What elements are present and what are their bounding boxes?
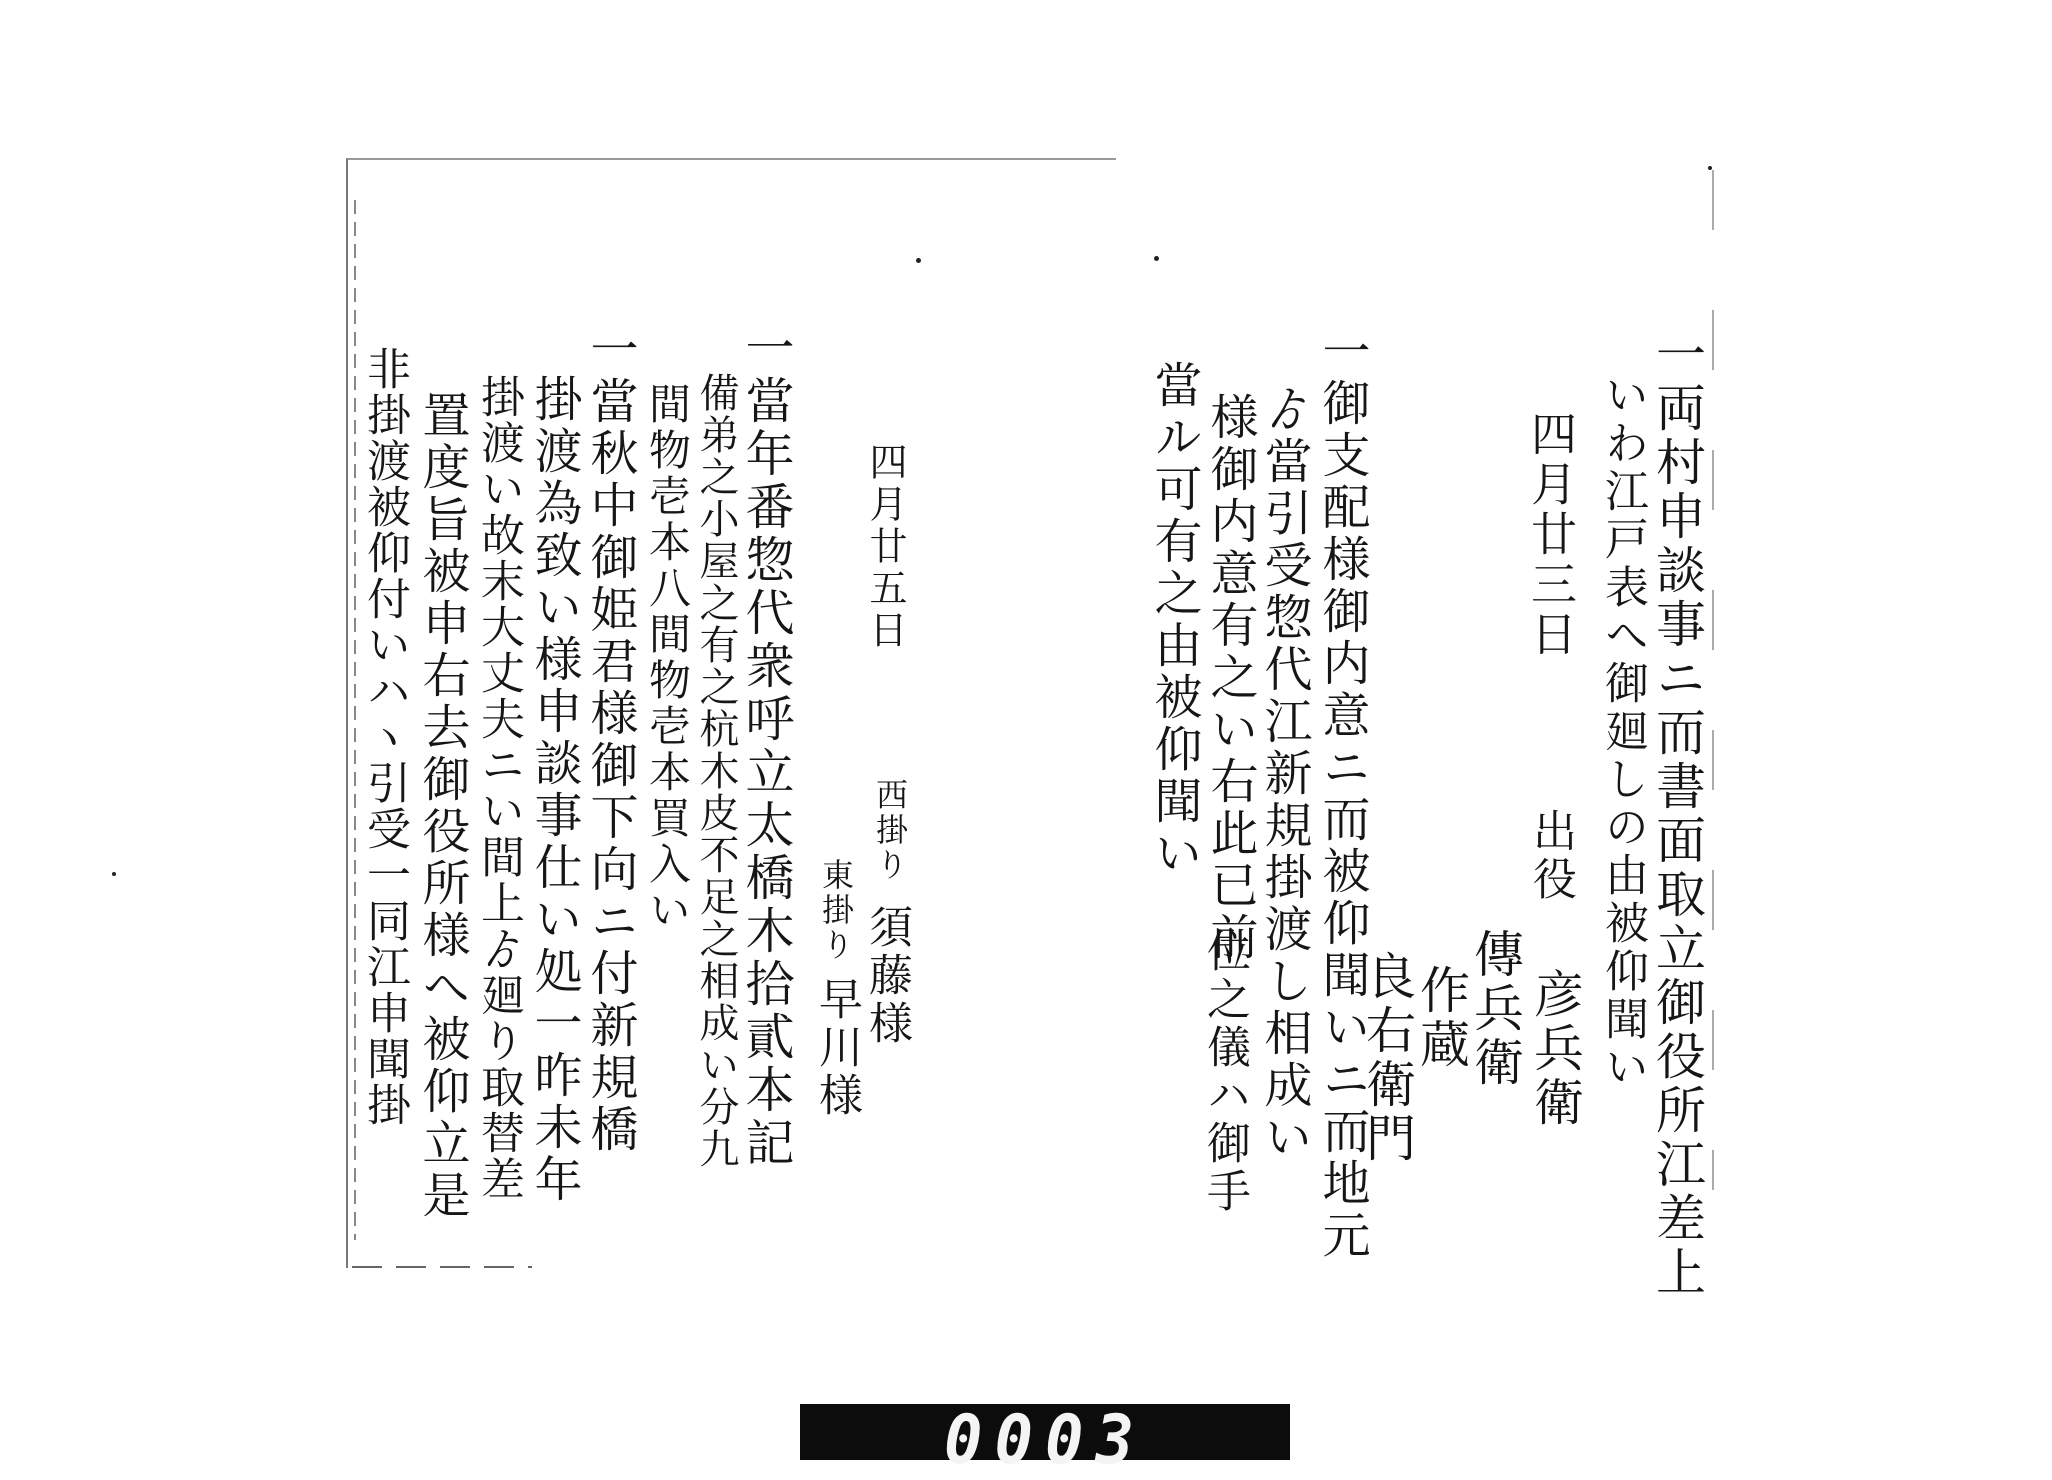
right-entry1-line1: 一両村申談事ニ而書面取立御役所江差上 bbox=[1648, 328, 1706, 1300]
left-entry2-line2: 掛渡為致い様申談事仕い処一昨未年 bbox=[526, 374, 582, 1206]
left-entry2-line1: 一當秋中御姫君様御下向ニ付新規橋 bbox=[582, 324, 638, 1156]
left-entry1-line3: 間物壱本八間物壱本買入い bbox=[643, 382, 692, 934]
right-entry1-signer-label: 出役 bbox=[1525, 808, 1576, 904]
ink-speck bbox=[112, 872, 116, 876]
frame-number: 0003 bbox=[943, 1402, 1147, 1480]
left-entry2-line4: 置度旨被申右去御役所様へ被仰立是 bbox=[414, 390, 470, 1222]
right-leaf-margin bbox=[1712, 170, 1714, 1190]
ink-speck bbox=[916, 258, 921, 263]
addressee-label: 西掛り bbox=[871, 778, 909, 883]
right-entry1-name: 彦兵衛 bbox=[1526, 968, 1584, 1130]
left-entry1-line1: 一當年番惣代衆呼立太橋木拾貳本記 bbox=[738, 322, 795, 1170]
addressee-label: 東掛り bbox=[817, 858, 855, 963]
addressee-name: 早川様 bbox=[811, 976, 862, 1120]
right-entry2-line3: 様御内意有之い右此已前 bbox=[1202, 392, 1258, 964]
ink-speck bbox=[1154, 256, 1159, 261]
frame-number-plate bbox=[800, 1402, 1290, 1480]
left-entry1-line2: 備弟之小屋之有之杭木皮不足之相成い分九 bbox=[693, 372, 739, 1170]
addressee-name: 須藤様 bbox=[861, 904, 912, 1048]
left-leaf-bottom-edge bbox=[352, 1266, 532, 1268]
ink-speck bbox=[1708, 166, 1712, 170]
right-entry1-name: 作蔵 bbox=[1412, 964, 1470, 1072]
right-entry1-date: 四月廿三日 bbox=[1524, 410, 1578, 660]
right-entry1-line2: いわ江戸表へ御廻しの由被仰聞い bbox=[1597, 372, 1648, 1092]
right-entry2-line1: 一御支配様御内意ニ而被仰聞いニ而地元 bbox=[1314, 326, 1370, 1262]
right-entry2-line2: ゟ當引受惣代江新規掛渡し相成い bbox=[1256, 384, 1312, 1164]
left-entry2-line5: 非掛渡被仰付いハヽ引受一同江申聞掛 bbox=[359, 346, 410, 1128]
right-entry2-line4: 當ル可有之由被仰聞い bbox=[1146, 360, 1202, 880]
right-entry2-line5: 位之儀ハ御手 bbox=[1199, 928, 1250, 1216]
right-entry1-name: 良右衛門 bbox=[1358, 950, 1416, 1166]
right-entry1-name: 傳兵衛 bbox=[1466, 928, 1524, 1090]
left-entry2-line3: 掛渡い故末大丈夫ニい間上ゟ廻り取替差 bbox=[473, 374, 524, 1202]
left-date: 四月廿五日 bbox=[863, 442, 907, 652]
